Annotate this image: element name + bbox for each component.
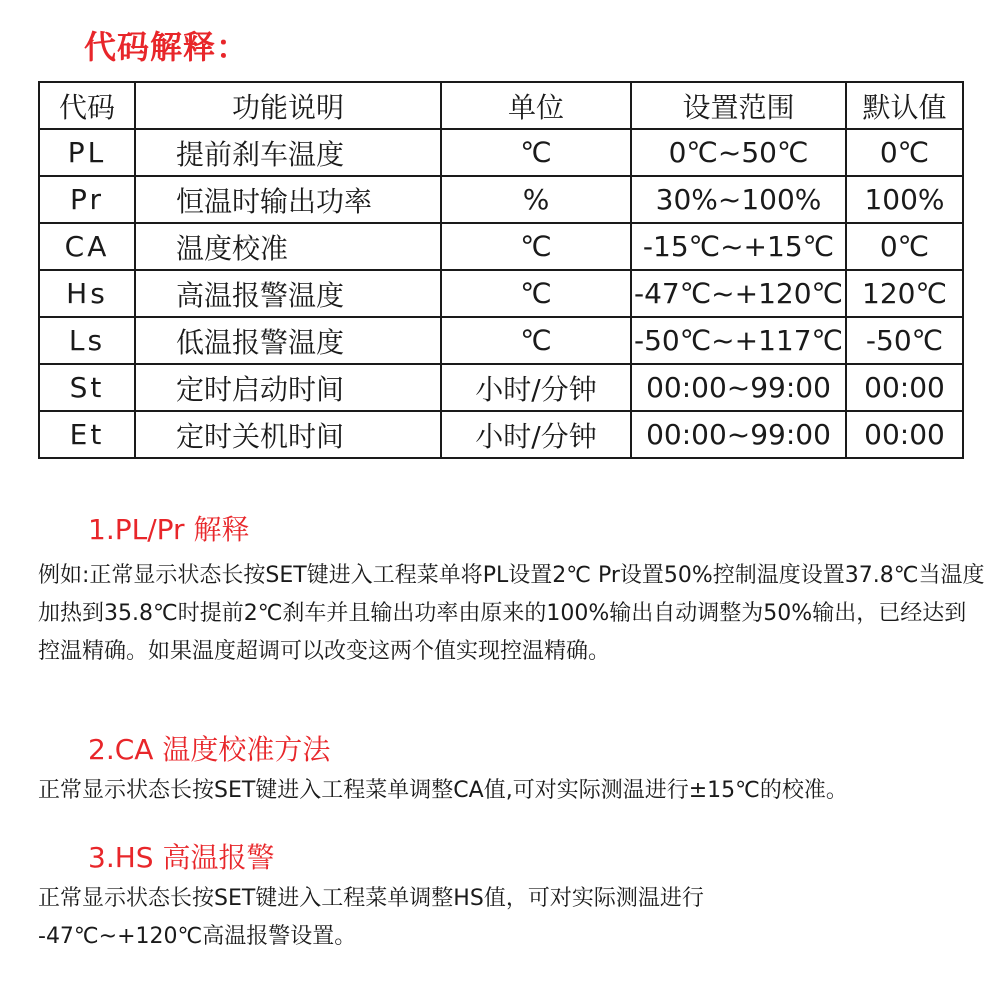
cell-code: Pr bbox=[39, 176, 135, 223]
section-text-pl-pr: 例如:正常显示状态长按SET键进入工程菜单将PL设置2℃ Pr设置50%控制温度设置37.8℃当温度加热到35.8℃时提前2℃刹车并且输出功率由原来的100%输出自动调整为50%输出，已经达到控温精确。如果温度超调可以改变这两个值实现控温精确。 bbox=[38, 563, 985, 664]
table-row bbox=[39, 176, 963, 223]
cell-code: Hs bbox=[39, 270, 135, 317]
page-title: 代码解释： bbox=[84, 28, 250, 66]
cell-range: 00:00~99:00 bbox=[631, 411, 846, 458]
table-row bbox=[39, 411, 963, 458]
header-code: 代码 bbox=[39, 82, 135, 129]
cell-code: Et bbox=[39, 411, 135, 458]
section-text-hs-line1: 正常显示状态长按SET键进入工程菜单调整HS值，可对实际测温进行 bbox=[38, 886, 704, 911]
cell-default: 00:00 bbox=[846, 364, 963, 411]
section-text-ca: 正常显示状态长按SET键进入工程菜单调整CA值,可对实际测温进行±15℃的校准。 bbox=[38, 778, 848, 803]
cell-range: -47℃~+120℃ bbox=[631, 270, 846, 317]
cell-function: 提前刹车温度 bbox=[135, 129, 441, 176]
cell-default: 0℃ bbox=[846, 223, 963, 270]
cell-function: 低温报警温度 bbox=[135, 317, 441, 364]
cell-range: -15℃~+15℃ bbox=[631, 223, 846, 270]
table-row bbox=[39, 223, 963, 270]
cell-default: 100% bbox=[846, 176, 963, 223]
section-heading-hs: 3.HS 高温报警 bbox=[88, 841, 275, 874]
code-table bbox=[38, 81, 964, 459]
table-header-row bbox=[39, 82, 963, 129]
cell-unit: 小时/分钟 bbox=[441, 364, 631, 411]
cell-function: 定时启动时间 bbox=[135, 364, 441, 411]
cell-unit: ℃ bbox=[441, 223, 631, 270]
cell-unit: ℃ bbox=[441, 317, 631, 364]
table-row bbox=[39, 270, 963, 317]
cell-function: 定时关机时间 bbox=[135, 411, 441, 458]
table-row bbox=[39, 317, 963, 364]
cell-function: 恒温时输出功率 bbox=[135, 176, 441, 223]
cell-default: 120℃ bbox=[846, 270, 963, 317]
cell-code: CA bbox=[39, 223, 135, 270]
cell-default: 0℃ bbox=[846, 129, 963, 176]
cell-code: PL bbox=[39, 129, 135, 176]
cell-unit: ℃ bbox=[441, 129, 631, 176]
section-heading-pl-pr: 1.PL/Pr 解释 bbox=[88, 513, 250, 546]
table-row bbox=[39, 364, 963, 411]
cell-code: Ls bbox=[39, 317, 135, 364]
cell-function: 高温报警温度 bbox=[135, 270, 441, 317]
cell-unit: % bbox=[441, 176, 631, 223]
cell-unit: ℃ bbox=[441, 270, 631, 317]
cell-range: 00:00~99:00 bbox=[631, 364, 846, 411]
cell-range: -50℃~+117℃ bbox=[631, 317, 846, 364]
cell-function: 温度校准 bbox=[135, 223, 441, 270]
header-function: 功能说明 bbox=[135, 82, 441, 129]
cell-unit: 小时/分钟 bbox=[441, 411, 631, 458]
header-default: 默认值 bbox=[846, 82, 963, 129]
cell-range: 30%~100% bbox=[631, 176, 846, 223]
header-range: 设置范围 bbox=[631, 82, 846, 129]
table-row bbox=[39, 129, 963, 176]
cell-default: -50℃ bbox=[846, 317, 963, 364]
section-text-hs-line2: -47℃~+120℃高温报警设置。 bbox=[38, 924, 357, 949]
cell-range: 0℃~50℃ bbox=[631, 129, 846, 176]
cell-code: St bbox=[39, 364, 135, 411]
header-unit: 单位 bbox=[441, 82, 631, 129]
section-heading-ca: 2.CA 温度校准方法 bbox=[88, 733, 331, 766]
cell-default: 00:00 bbox=[846, 411, 963, 458]
